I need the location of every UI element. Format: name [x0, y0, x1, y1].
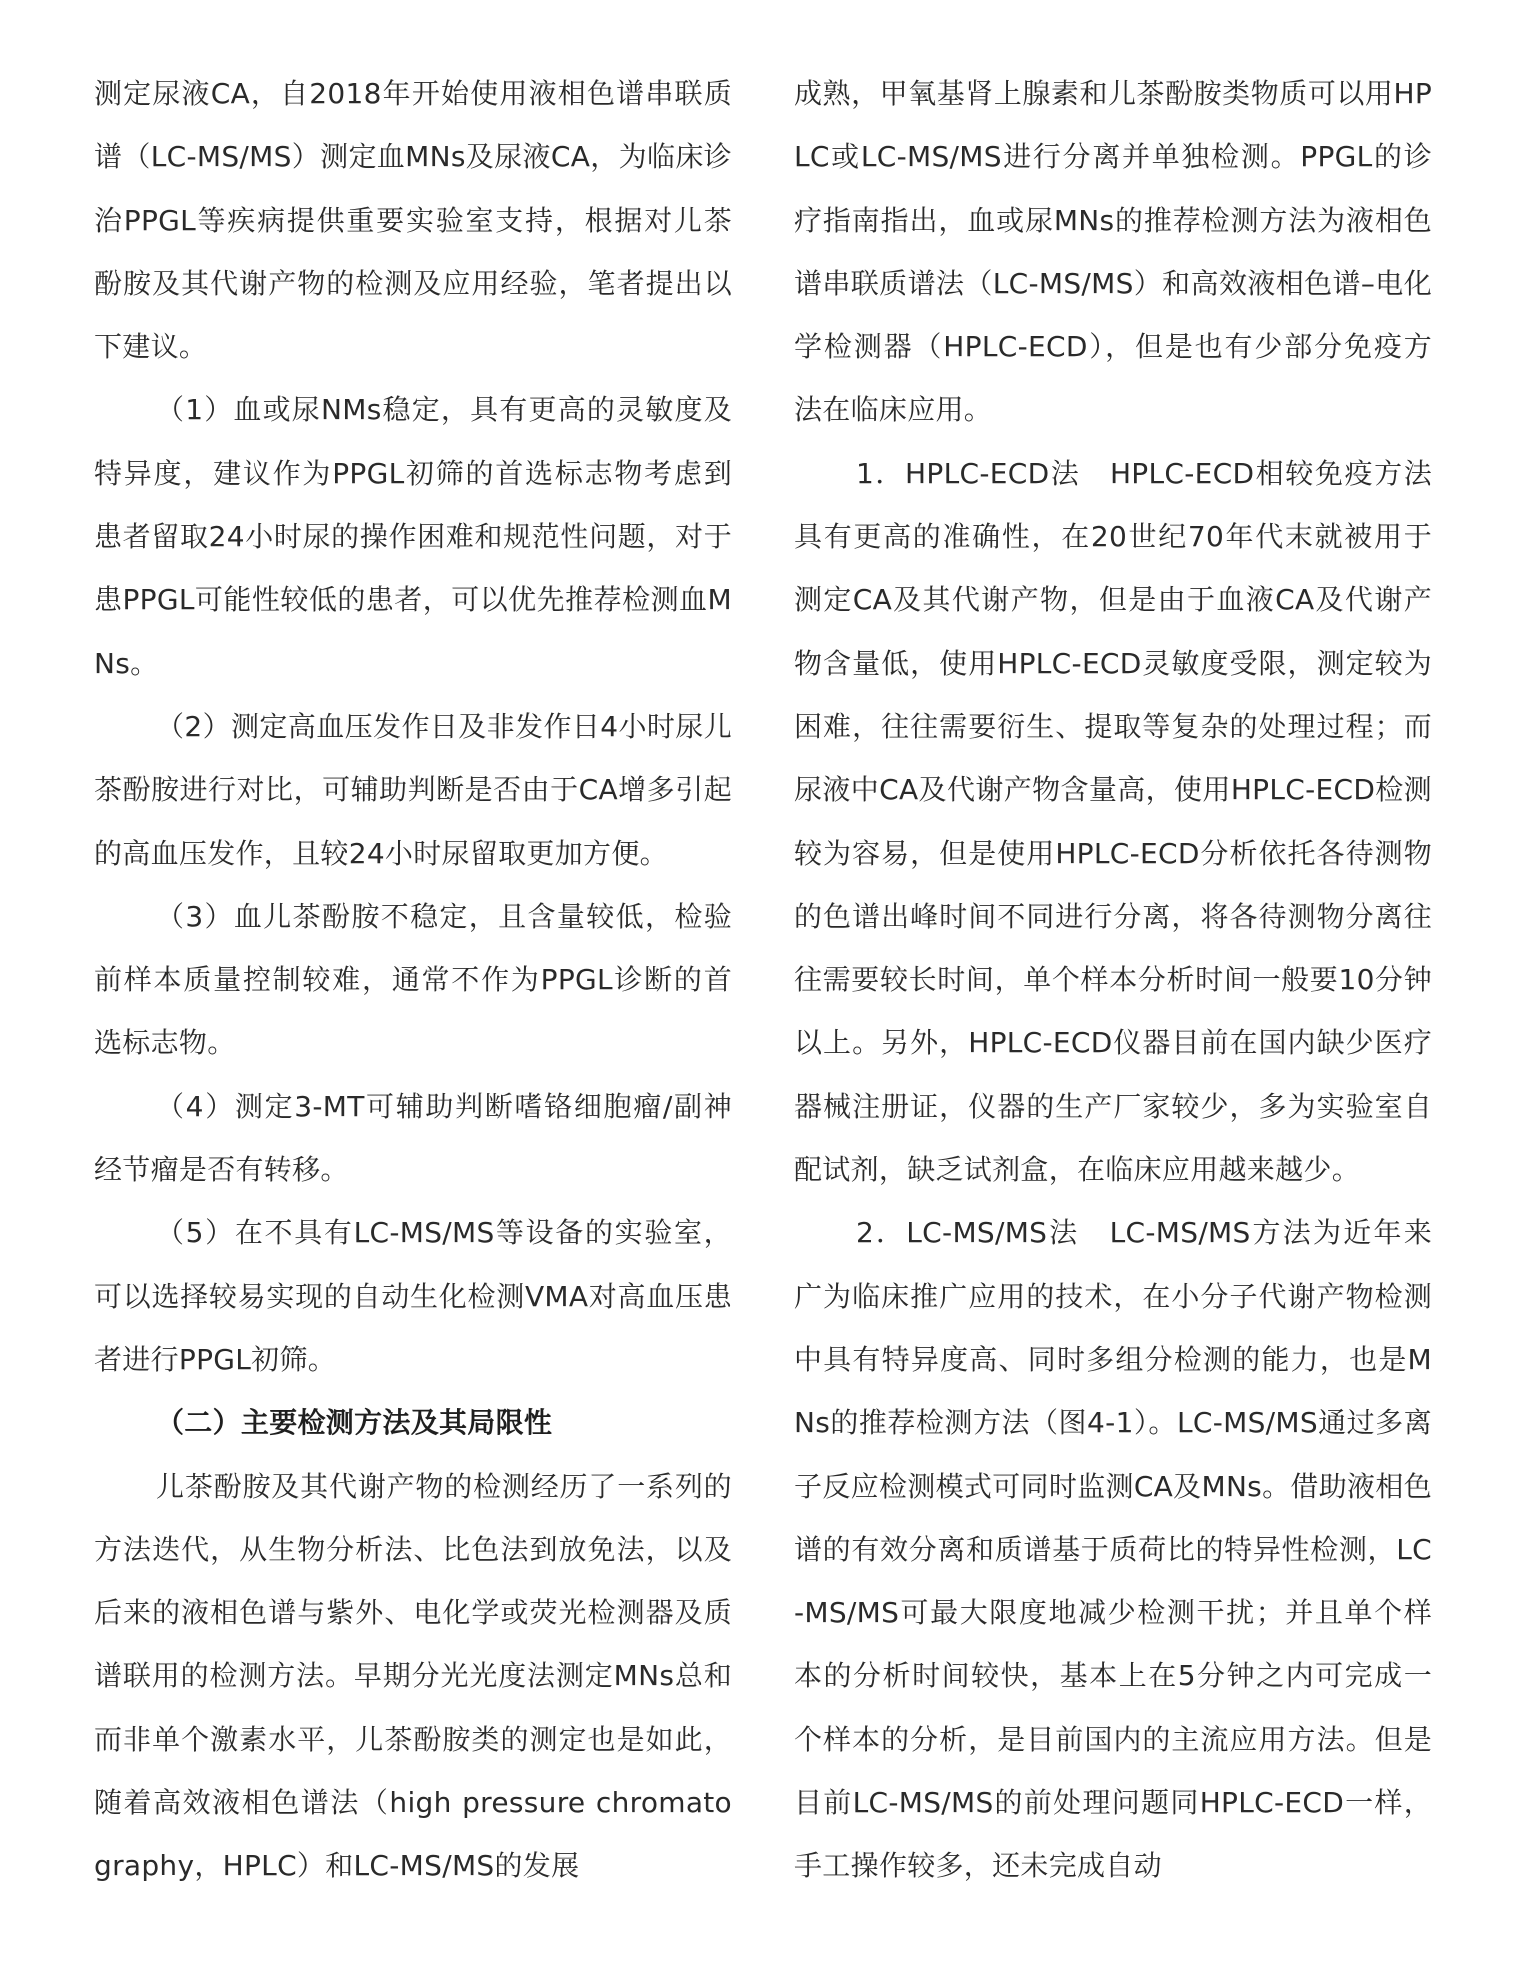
paragraph-hplc-ecd: 1．HPLC-ECD法 HPLC-ECD相较免疫方法具有更高的准确性，在20世纪70年代末就被用于测定CA及其代谢产物，但是由于血液CA及代谢产物含量低，使用HPLC-ECD灵敏度受限，测定较为困难，往往需要衍生、提取等复杂的处理过程；而尿液中CA及代谢产物含量高，使用HPLC-ECD检测较为容易，但是使用HPLC-ECD分析依托各待测物的色谱出峰时间不同进行分离，将各待测物分离往往需要较长时间，单个样本分析时间一般要10分钟以上。另外，HPLC-ECD仪器目前在国内缺少医疗器械注册证，仪器的生产厂家较少，多为实验室自配试剂，缺乏试剂盒，在临床应用越来越少。 — [794, 456, 1432, 1187]
paragraph-recommendation-4: （4）测定3-MT可辅助判断嗜铬细胞瘤/副神经节瘤是否有转移。 — [94, 1089, 732, 1187]
paragraph-recommendation-1: （1）血或尿NMs稳定，具有更高的灵敏度及特异度，建议作为PPGL初筛的首选标志物考虑到患者留取24小时尿的操作困难和规范性问题，对于患PPGL可能性较低的患者，可以优先推荐检测血MNs。 — [94, 393, 732, 680]
paragraph-methods-history: 儿茶酚胺及其代谢产物的检测经历了一系列的方法迭代，从生物分析法、比色法到放免法，以及后来的液相色谱与紫外、电化学或荧光检测器及质谱联用的检测方法。早期分光光度法测定MNs总和而非单个激素水平，儿茶酚胺类的测定也是如此，随着高效液相色谱法（high pressure chromatography，HPLC）和LC-MS/MS的发展 — [94, 1469, 732, 1883]
right-column — [794, 62, 1432, 1898]
paragraph-continuation: 成熟，甲氧基肾上腺素和儿茶酚胺类物质可以用HPLC或LC-MS/MS进行分离并单独检测。PPGL的诊疗指南指出，血或尿MNs的推荐检测方法为液相色谱串联质谱法（LC-MS/MS）和高效液相色谱–电化学检测器（HPLC-ECD），但是也有少部分免疫方法在临床应用。 — [794, 77, 1432, 427]
paragraph-recommendation-3: （3）血儿茶酚胺不稳定，且含量较低，检验前样本质量控制较难，通常不作为PPGL诊断的首选标志物。 — [94, 899, 732, 1060]
paragraph-lc-ms-ms: 2．LC-MS/MS法 LC-MS/MS方法为近年来广为临床推广应用的技术，在小分子代谢产物检测中具有特异度高、同时多组分检测的能力，也是MNs的推荐检测方法（图4-1）。LC-MS/MS通过多离子反应检测模式可同时监测CA及MNs。借助液相色谱的有效分离和质谱基于质荷比的特异性检测，LC-MS/MS可最大限度地减少检测干扰；并且单个样本的分析时间较快，基本上在5分钟之内可完成一个样本的分析，是目前国内的主流应用方法。但是目前LC-MS/MS的前处理问题同HPLC-ECD一样，手工操作较多，还未完成自动 — [794, 1216, 1432, 1883]
section-heading-detection-methods: （二）主要检测方法及其局限性 — [156, 1406, 553, 1440]
paragraph-recommendation-2: （2）测定高血压发作日及非发作日4小时尿儿茶酚胺进行对比，可辅助判断是否由于CA增多引起的高血压发作，且较24小时尿留取更加方便。 — [94, 709, 732, 870]
left-column — [94, 62, 732, 1898]
paragraph-intro: 测定尿液CA，自2018年开始使用液相色谱串联质谱（LC-MS/MS）测定血MNs及尿液CA，为临床诊治PPGL等疾病提供重要实验室支持，根据对儿茶酚胺及其代谢产物的检测及应用经验，笔者提出以下建议。 — [94, 77, 732, 364]
paragraph-recommendation-5: （5）在不具有LC-MS/MS等设备的实验室，可以选择较易实现的自动生化检测VMA对高血压患者进行PPGL初筛。 — [94, 1216, 732, 1376]
